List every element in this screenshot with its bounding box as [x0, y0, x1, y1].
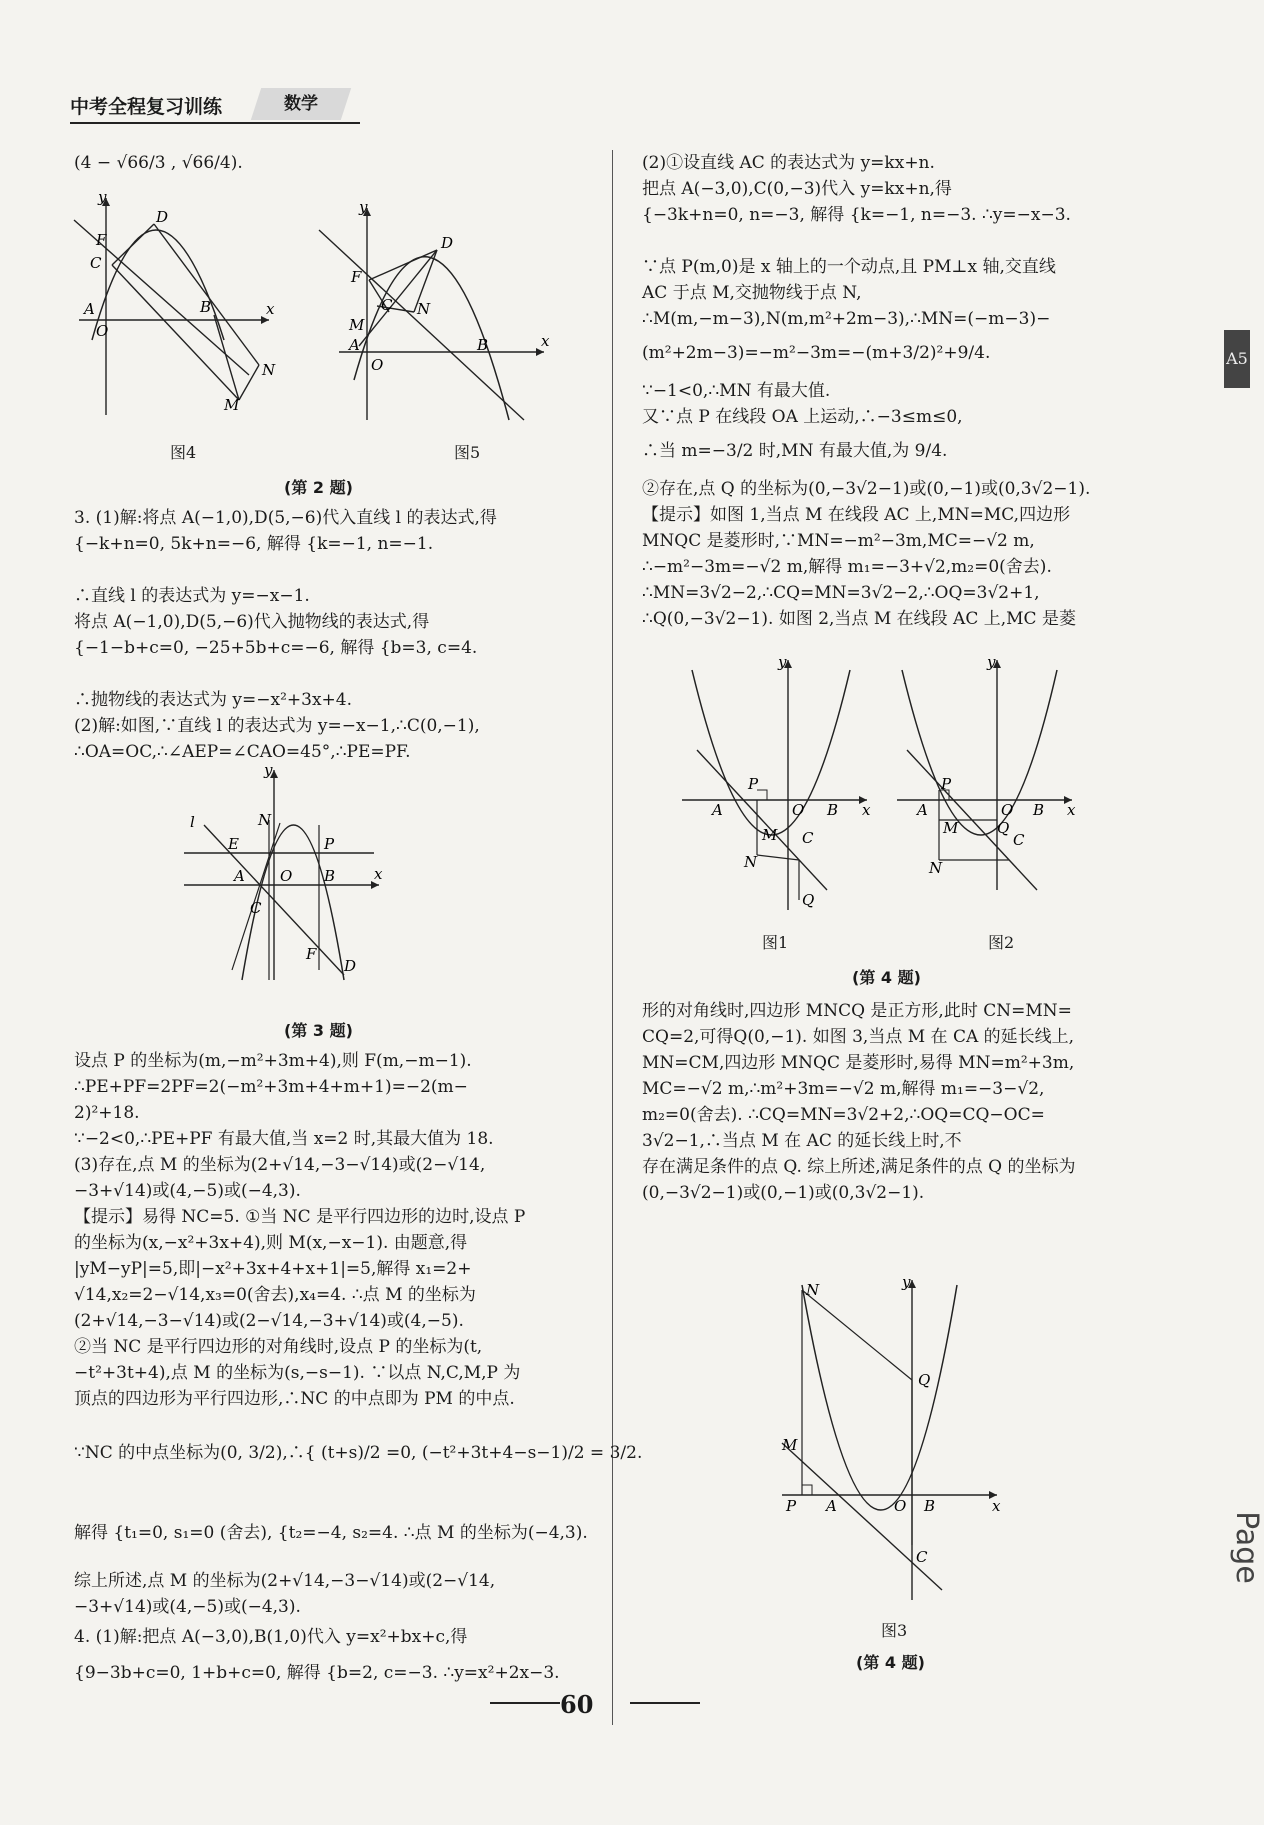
svg-text:P: P	[324, 835, 335, 853]
column-divider	[612, 150, 613, 1725]
figure-q3	[184, 761, 384, 993]
svg-text:x: x	[992, 1497, 1001, 1515]
svg-text:y: y	[98, 188, 107, 206]
q3b-line-12: ②当 NC 是平行四边形的对角线时,设点 P 的坐标为(t,	[74, 1337, 483, 1357]
svg-text:O: O	[792, 801, 805, 819]
svg-text:y: y	[987, 653, 996, 671]
svg-text:x: x	[862, 801, 871, 819]
r-line-2: 把点 A(−3,0),C(0,−3)代入 y=kx+n,得	[642, 179, 952, 199]
svg-text:N: N	[744, 853, 758, 871]
r-line-12: 【提示】如图 1,当点 M 在线段 AC 上,MN=MC,四边形	[642, 505, 1071, 525]
fig5-caption: 图5	[454, 443, 481, 462]
r-mid-6: 3√2−1,∴当点 M 在 AC 的延长线上时,不	[642, 1131, 962, 1151]
question-4-caption-a: (第 4 题)	[852, 968, 921, 987]
subject-tag	[251, 88, 351, 120]
q3-line-3: ∴直线 l 的表达式为 y=−x−1.	[74, 586, 310, 606]
q3b-line-10: √14,x₂=2−√14,x₃=0(舍去),x₄=4. ∴点 M 的坐标为	[74, 1285, 476, 1305]
svg-text:F: F	[306, 945, 317, 963]
fig4-caption: 图4	[170, 443, 197, 462]
q3-line-5: {−1−b+c=0, −25+5b+c=−6, 解得 {b=3, c=4.	[74, 638, 478, 658]
svg-text:N: N	[806, 1281, 820, 1299]
r-line-8: ∵−1<0,∴MN 有最大值.	[642, 381, 831, 401]
svg-text:x: x	[374, 865, 383, 883]
svg-text:Q: Q	[997, 819, 1010, 837]
figure-3	[782, 1275, 1002, 1613]
side-edge-text: Page	[1228, 1511, 1264, 1584]
r-line-1: (2)①设直线 AC 的表达式为 y=kx+n.	[642, 153, 935, 173]
svg-text:P: P	[941, 775, 952, 793]
svg-text:B: B	[477, 336, 489, 354]
fig3-caption: 图3	[881, 1621, 908, 1640]
svg-text:B: B	[324, 867, 336, 885]
q3b-line-7: 【提示】易得 NC=5. ①当 NC 是平行四边形的边时,设点 P	[74, 1207, 526, 1227]
svg-text:M: M	[943, 819, 959, 837]
q3c-line-4: −3+√14)或(4,−5)或(−4,3).	[74, 1597, 301, 1617]
fig1-caption: 图1	[762, 933, 789, 952]
svg-text:N: N	[262, 361, 276, 379]
r-line-16: ∴Q(0,−3√2−1). 如图 2,当点 M 在线段 AC 上,MC 是菱	[642, 609, 1076, 629]
r-line-10: ∴当 m=−3/2 时,MN 有最大值,为 9/4.	[642, 441, 948, 461]
svg-text:P: P	[786, 1497, 797, 1515]
q3b-line-1: 设点 P 的坐标为(m,−m²+3m+4),则 F(m,−m−1).	[74, 1051, 472, 1071]
svg-text:C: C	[916, 1548, 928, 1566]
svg-text:y: y	[902, 1273, 911, 1291]
svg-text:D: D	[344, 957, 357, 975]
svg-text:M: M	[762, 826, 778, 844]
r-line-15: ∴MN=3√2−2,∴CQ=MN=3√2−2,∴OQ=3√2+1,	[642, 583, 1040, 603]
figure-5	[319, 200, 559, 433]
r-mid-8: (0,−3√2−1)或(0,−1)或(0,3√2−1).	[642, 1183, 925, 1203]
q3b-line-13: −t²+3t+4),点 M 的坐标为(s,−s−1). ∵以点 N,C,M,P 为	[74, 1363, 521, 1383]
svg-text:y: y	[264, 761, 273, 779]
q3b-line-8: 的坐标为(x,−x²+3x+4),则 M(x,−x−1). 由题意,得	[74, 1233, 468, 1253]
svg-text:x: x	[266, 300, 275, 318]
svg-text:D: D	[156, 208, 169, 226]
r-line-6: ∴M(m,−m−3),N(m,m²+2m−3),∴MN=(−m−3)−	[642, 309, 1051, 329]
figure-1	[682, 655, 872, 923]
running-header	[70, 88, 360, 128]
svg-text:O: O	[894, 1497, 907, 1515]
question-3-caption: (第 3 题)	[284, 1021, 353, 1040]
header-rule	[70, 122, 360, 124]
footer-ornament-left	[490, 1702, 560, 1704]
q3b-line-5: (3)存在,点 M 的坐标为(2+√14,−3−√14)或(2−√14,	[74, 1155, 486, 1175]
q3-line-7: (2)解:如图,∵直线 l 的表达式为 y=−x−1,∴C(0,−1),	[74, 716, 480, 736]
footer-ornament-right	[630, 1702, 700, 1704]
svg-text:O: O	[1001, 801, 1014, 819]
q3-line-4: 将点 A(−1,0),D(5,−6)代入抛物线的表达式,得	[74, 612, 430, 632]
svg-text:C: C	[802, 829, 814, 847]
fig2-caption: 图2	[988, 933, 1015, 952]
svg-text:B: B	[200, 298, 212, 316]
svg-text:x: x	[541, 332, 550, 350]
svg-text:A: A	[84, 300, 95, 318]
book-title: 中考全程复习训练	[70, 96, 223, 118]
svg-text:N: N	[258, 811, 272, 829]
svg-text:O: O	[371, 356, 384, 374]
svg-text:F: F	[96, 231, 107, 249]
r-mid-1: 形的对角线时,四边形 MNCQ 是正方形,此时 CN=MN=	[642, 1001, 1072, 1021]
subject-label: 数学	[284, 94, 318, 114]
q3c-line-2: 解得 {t₁=0, s₁=0 (舍去), {t₂=−4, s₂=4. ∴点 M 的坐标为(−4,3).	[74, 1523, 588, 1543]
svg-text:x: x	[1067, 801, 1076, 819]
r-mid-4: MC=−√2 m,∴m²+3m=−√2 m,解得 m₁=−3−√2,	[642, 1079, 1045, 1099]
q3b-line-9: |yM−yP|=5,即|−x²+3x+4+x+1|=5,解得 x₁=2+	[74, 1259, 472, 1279]
q4-line-1: 4. (1)解:把点 A(−3,0),B(1,0)代入 y=x²+bx+c,得	[74, 1627, 468, 1647]
svg-text:Q: Q	[918, 1371, 931, 1389]
svg-text:C: C	[250, 899, 262, 917]
r-line-14: ∴−m²−3m=−√2 m,解得 m₁=−3+√2,m₂=0(舍去).	[642, 557, 1052, 577]
answer-line: (4 − √66/3 , √66/4).	[74, 153, 243, 173]
r-line-9: 又∵点 P 在线段 OA 上运动,∴−3≤m≤0,	[642, 407, 963, 427]
r-line-3: {−3k+n=0, n=−3, 解得 {k=−1, n=−3. ∴y=−x−3.	[642, 205, 1071, 225]
q3-line-1: 3. (1)解:将点 A(−1,0),D(5,−6)代入直线 l 的表达式,得	[74, 508, 497, 528]
svg-text:A: A	[349, 336, 360, 354]
svg-text:A: A	[712, 801, 723, 819]
svg-text:A: A	[826, 1497, 837, 1515]
svg-text:A: A	[234, 867, 245, 885]
svg-text:B: B	[1033, 801, 1045, 819]
q3-line-6: ∴抛物线的表达式为 y=−x²+3x+4.	[74, 690, 353, 710]
svg-text:M: M	[782, 1436, 798, 1454]
question-4-caption-b: (第 4 题)	[856, 1653, 925, 1672]
svg-text:A: A	[917, 801, 928, 819]
figure-2	[897, 655, 1077, 903]
svg-text:C: C	[1013, 831, 1025, 849]
q3b-line-6: −3+√14)或(4,−5)或(−4,3).	[74, 1181, 301, 1201]
svg-text:F: F	[351, 268, 362, 286]
r-mid-2: CQ=2,可得Q(0,−1). 如图 3,当点 M 在 CA 的延长线上,	[642, 1027, 1075, 1047]
q3b-line-14: 顶点的四边形为平行四边形,∴NC 的中点即为 PM 的中点.	[74, 1389, 515, 1409]
r-mid-3: MN=CM,四边形 MNQC 是菱形时,易得 MN=m²+3m,	[642, 1053, 1075, 1073]
svg-text:O: O	[280, 867, 293, 885]
svg-text:B: B	[827, 801, 839, 819]
r-line-13: MNQC 是菱形时,∵MN=−m²−3m,MC=−√2 m,	[642, 531, 1035, 551]
svg-text:B: B	[924, 1497, 936, 1515]
svg-text:N: N	[929, 859, 943, 877]
svg-text:N: N	[417, 300, 431, 318]
page-number: 60	[560, 1690, 594, 1719]
q3c-line-1: ∵NC 的中点坐标为(0, 3/2),∴{ (t+s)/2 =0, (−t²+3t+4−s−1)/2 = 3/2.	[74, 1443, 643, 1463]
q3-line-2: {−k+n=0, 5k+n=−6, 解得 {k=−1, n=−1.	[74, 534, 434, 554]
r-mid-7: 存在满足条件的点 Q. 综上所述,满足条件的点 Q 的坐标为	[642, 1157, 1076, 1177]
q3b-line-3: 2)²+18.	[74, 1103, 140, 1123]
r-line-5: AC 于点 M,交抛物线于点 N,	[642, 283, 862, 303]
r-line-11: ②存在,点 Q 的坐标为(0,−3√2−1)或(0,−1)或(0,3√2−1).	[642, 479, 1091, 499]
side-tab: A5	[1224, 330, 1250, 388]
q3b-line-2: ∴PE+PF=2PF=2(−m²+3m+4+m+1)=−2(m−	[74, 1077, 468, 1097]
r-mid-5: m₂=0(舍去). ∴CQ=MN=3√2+2,∴OQ=CQ−OC=	[642, 1105, 1045, 1125]
figure-4	[74, 190, 284, 428]
question-2-caption: (第 2 题)	[284, 478, 353, 497]
q3b-line-11: (2+√14,−3−√14)或(2−√14,−3+√14)或(4,−5).	[74, 1311, 464, 1331]
q3c-line-3: 综上所述,点 M 的坐标为(2+√14,−3−√14)或(2−√14,	[74, 1571, 496, 1591]
svg-text:M: M	[349, 316, 365, 334]
q3-line-8: ∴OA=OC,∴∠AEP=∠CAO=45°,∴PE=PF.	[74, 742, 411, 762]
svg-text:y: y	[778, 653, 787, 671]
svg-text:y: y	[359, 198, 368, 216]
svg-text:D: D	[441, 234, 454, 252]
r-line-4: ∵点 P(m,0)是 x 轴上的一个动点,且 PM⊥x 轴,交直线	[642, 257, 1056, 277]
svg-text:E: E	[228, 835, 239, 853]
q4-line-2: {9−3b+c=0, 1+b+c=0, 解得 {b=2, c=−3. ∴y=x²+2x−3.	[74, 1663, 560, 1683]
svg-text:C: C	[90, 254, 102, 272]
svg-text:O: O	[96, 322, 109, 340]
svg-text:Q: Q	[802, 891, 815, 909]
svg-text:P: P	[748, 775, 759, 793]
svg-text:l: l	[190, 813, 195, 831]
svg-text:M: M	[224, 396, 240, 414]
r-line-7: (m²+2m−3)=−m²−3m=−(m+3/2)²+9/4.	[642, 343, 991, 363]
svg-text:C: C	[381, 296, 393, 314]
q3b-line-4: ∵−2<0,∴PE+PF 有最大值,当 x=2 时,其最大值为 18.	[74, 1129, 494, 1149]
